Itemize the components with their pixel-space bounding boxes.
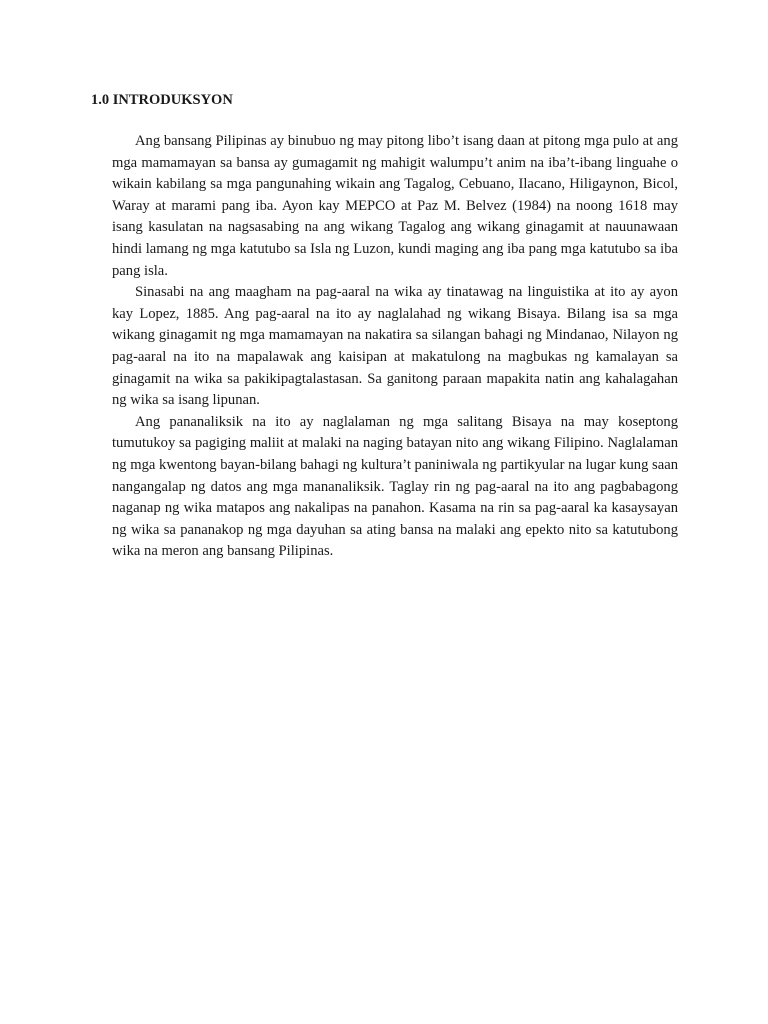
paragraph-2: Sinasabi na ang maagham na pag-aaral na wika ay tinatawag na linguistika at ito ay ayon kay Lopez, 1885. Ang pag-aaral na ito ay naglalahad ng wikang Bisaya. Bilang isa sa mga wikang ginagamit ng mga mamamayan na nakatira sa silangan bahagi ng Mindanao, Nilayon ng pag-aaral na ito na mapalawak ang kaisipan at makatulong na magbukas ng kamalayan sa ginagamit na wika sa pakikipagtalastasan. Sa ganitong paraan mapakita natin ang kahalagahan ng wika sa isang lipunan. (112, 284, 678, 409)
paragraph-3: Ang pananaliksik na ito ay naglalaman ng mga salitang Bisaya na may koseptong tumutukoy sa pagiging maliit at malaki na naging batayan nito ang wikang Filipino. Naglalaman ng mga kwentong bayan-bilang bahagi ng kultura’t paniniwala ng partikyular na lugar kung saan nangangalap ng datos ang mga mananaliksik. Taglay rin ng pag-aaral na ito ang pagbabagong naganap ng wika matapos ang nakalipas na panahon. Kasama na rin sa pag-aaral ka kasaysayan ng wika sa pananakop ng mga dayuhan sa ating bansa na malaki ang epekto nito sa katutubong wika na meron ang bansang Pilipinas. (112, 413, 678, 560)
body-text (112, 131, 678, 563)
paragraph-1: Ang bansang Pilipinas ay binubuo ng may pitong libo’t isang daan at pitong mga pulo at ang mga mamamayan sa bansa ay gumagamit ng mahigit walumpu’t anim na iba’t-ibang linguahe o wikain kabilang sa mga pangunahing wikain ang Tagalog, Cebuano, Ilacano, Hiligaynon, Bicol, Waray at marami pang iba. Ayon kay MEPCO at Paz M. Belvez (1984) na noong 1618 may isang kasulatan na nagsasabing na ang wikang Tagalog ang wikang ginagamit at nauunawaan hindi lamang ng mga katutubo sa Isla ng Luzon, kundi maging ang iba pang mga katutubo sa iba pang isla. (112, 133, 678, 279)
section-heading: 1.0 INTRODUKSYON (91, 92, 233, 108)
